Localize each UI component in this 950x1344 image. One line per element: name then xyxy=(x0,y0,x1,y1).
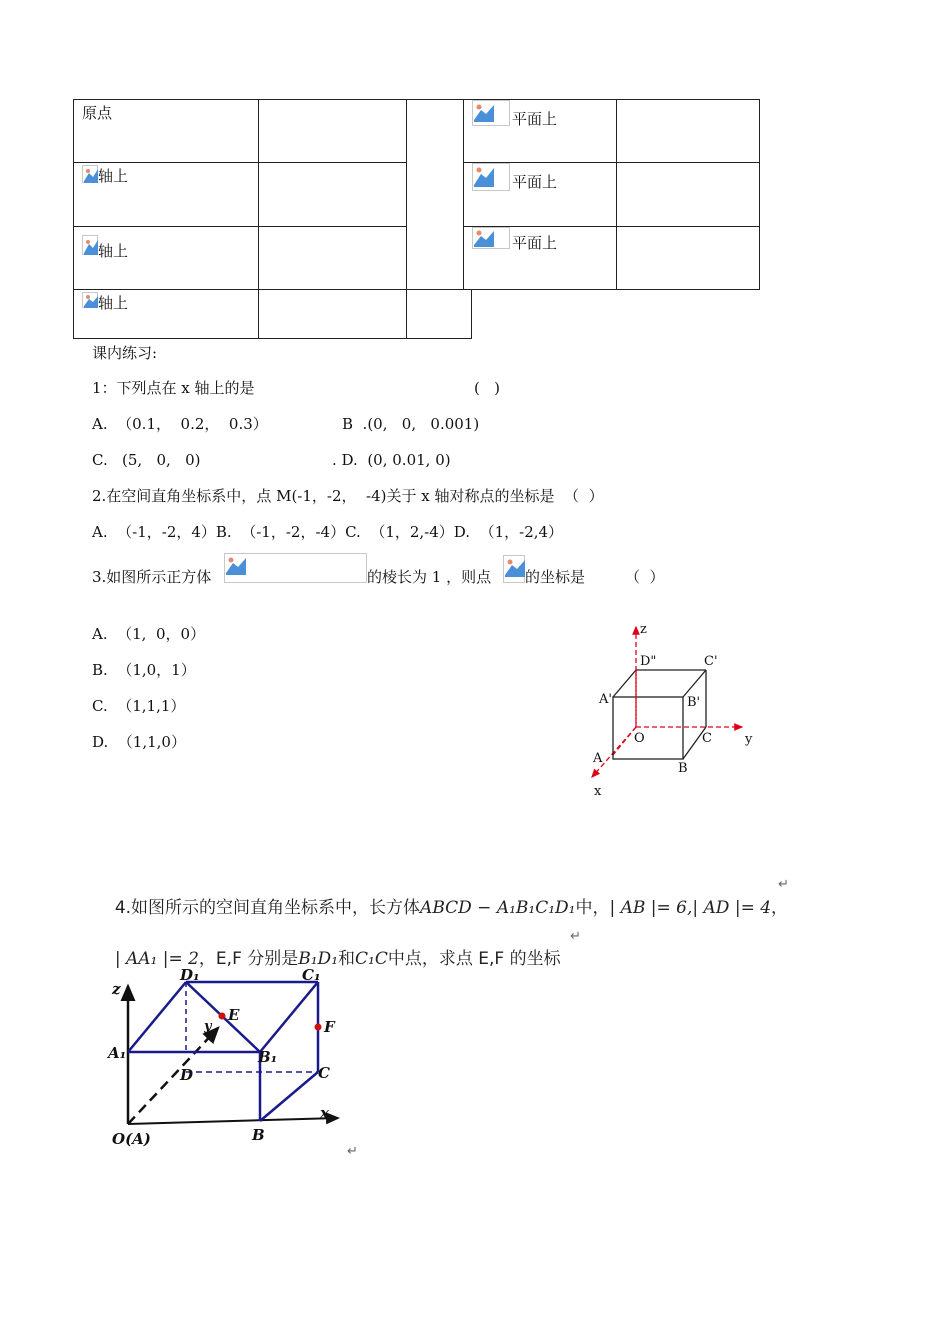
q3-stem-a: 3.如图所示正方体 xyxy=(92,568,212,586)
label-a1: A₁ xyxy=(108,1044,127,1062)
table-cell xyxy=(258,99,407,163)
broken-image-icon xyxy=(503,555,525,583)
table-cell xyxy=(406,99,464,290)
q3-option-b: B. （1,0，1） xyxy=(92,661,196,679)
paragraph-mark: ↵ xyxy=(778,877,789,892)
q1-option-c: C. (5, 0, 0) xyxy=(92,451,201,469)
q4-text: 中点，求点 E,F 的坐标 xyxy=(387,949,561,969)
table-label-plane: 平面上 xyxy=(512,173,558,191)
q3-answer-paren: （ ） xyxy=(625,568,665,586)
table-cell xyxy=(463,162,617,227)
q1-option-b: B .(0, 0, 0.001) xyxy=(342,415,480,433)
label-c1: C₁ xyxy=(302,966,321,984)
q4-line1 xyxy=(104,873,788,918)
paragraph-mark: ↵ xyxy=(570,929,581,944)
paragraph-mark: ↵ xyxy=(347,1144,358,1159)
q3-option-c: C. （1,1,1） xyxy=(92,697,186,715)
q2-stem: 2.在空间直角坐标系中，点 M(-1，-2， -4)关于 x 轴对称点的坐标是 （ ） xyxy=(92,487,604,505)
table-label-origin: 原点 xyxy=(82,104,113,122)
table-cell xyxy=(258,289,407,339)
label-y: y xyxy=(745,732,753,747)
label-d2: D" xyxy=(640,654,657,669)
table-label-axis: 轴上 xyxy=(98,167,129,185)
q4-math: ABCD − A₁B₁C₁D₁ xyxy=(420,898,576,918)
q3-stem-c: 的坐标是 xyxy=(525,568,586,586)
table-cell xyxy=(258,226,407,290)
table-cell xyxy=(463,99,617,163)
q4-line2 xyxy=(104,924,561,969)
point-f xyxy=(315,1024,322,1031)
q4-text: 中， xyxy=(575,898,610,918)
table-cell xyxy=(73,226,259,290)
table-cell xyxy=(73,162,259,227)
label-c: C xyxy=(318,1064,330,1082)
q3-stem-b: 的棱长为 1 ，则点 xyxy=(367,568,492,586)
q4-text: 4.如图所示的空间直角坐标系中，长方体 xyxy=(114,898,421,918)
label-d1: D₁ xyxy=(180,966,200,984)
broken-image-icon xyxy=(82,165,98,183)
label-c2: C' xyxy=(704,654,718,669)
label-f: F xyxy=(324,1018,335,1036)
table-cell xyxy=(73,99,259,163)
q2-options: A. （-1，-2，4）B. （-1，-2，-4）C. （1，2,-4）D. （1，-2,4） xyxy=(92,523,564,541)
q4-text: ，E,F 分别是 xyxy=(198,949,299,969)
q4-text: ， xyxy=(771,898,789,918)
axis-x xyxy=(128,1118,338,1124)
q4-math: | AB |= 6,| AD |= 4 xyxy=(609,898,772,918)
table-cell xyxy=(406,289,472,339)
exercise-heading: 课内练习: xyxy=(92,344,158,362)
label-b1: B₁ xyxy=(258,1048,278,1066)
q4-text: 和 xyxy=(338,949,356,969)
q1-stem: 1：下列点在 x 轴上的是 xyxy=(92,379,255,397)
label-d: D xyxy=(180,1066,194,1084)
broken-image-icon xyxy=(472,227,510,249)
broken-image-icon xyxy=(82,292,98,308)
table-cell xyxy=(616,99,760,163)
label-b2: B' xyxy=(687,695,701,710)
label-a2: A' xyxy=(599,692,612,707)
broken-image-icon xyxy=(224,553,367,583)
q4-math: B₁D₁ xyxy=(298,949,339,969)
table-label-plane: 平面上 xyxy=(512,234,558,252)
table-label-axis: 轴上 xyxy=(98,242,129,260)
table-cell xyxy=(73,289,259,339)
label-o: O xyxy=(634,731,645,746)
table-cell xyxy=(616,226,760,290)
cuboid-figure xyxy=(100,966,360,1156)
table-label-axis: 轴上 xyxy=(98,294,129,312)
broken-image-icon xyxy=(472,100,510,126)
q4-math: | AA₁ |= 2 xyxy=(114,949,199,969)
label-b: B xyxy=(252,1126,265,1144)
q3-option-d: D. （1,1,0） xyxy=(92,733,186,751)
label-z: z xyxy=(640,622,647,637)
point-e xyxy=(219,1013,226,1020)
label-b: B xyxy=(678,761,688,776)
q1-option-d: . D. (0, 0.01, 0) xyxy=(332,451,451,469)
q1-answer-paren: ( ) xyxy=(474,379,501,397)
label-c: C xyxy=(702,731,712,746)
label-z: z xyxy=(112,980,121,998)
axis-y xyxy=(128,1028,218,1124)
q3-option-a: A. （1, 0，0） xyxy=(92,625,206,643)
table-cell xyxy=(463,226,617,290)
broken-image-icon xyxy=(82,235,98,255)
cube-figure xyxy=(580,615,770,800)
label-x: x xyxy=(320,1104,329,1122)
label-origin: O(A) xyxy=(112,1130,151,1148)
label-a: A xyxy=(593,751,603,766)
table-cell xyxy=(258,162,407,227)
table-cell xyxy=(616,162,760,227)
q1-option-a: A. （0.1， 0.2， 0.3） xyxy=(92,415,268,433)
table-label-plane: 平面上 xyxy=(512,110,558,128)
label-e: E xyxy=(228,1006,240,1024)
label-y: y xyxy=(204,1019,212,1034)
label-x: x xyxy=(594,784,602,799)
q4-math: C₁C xyxy=(355,949,388,969)
broken-image-icon xyxy=(472,163,510,191)
